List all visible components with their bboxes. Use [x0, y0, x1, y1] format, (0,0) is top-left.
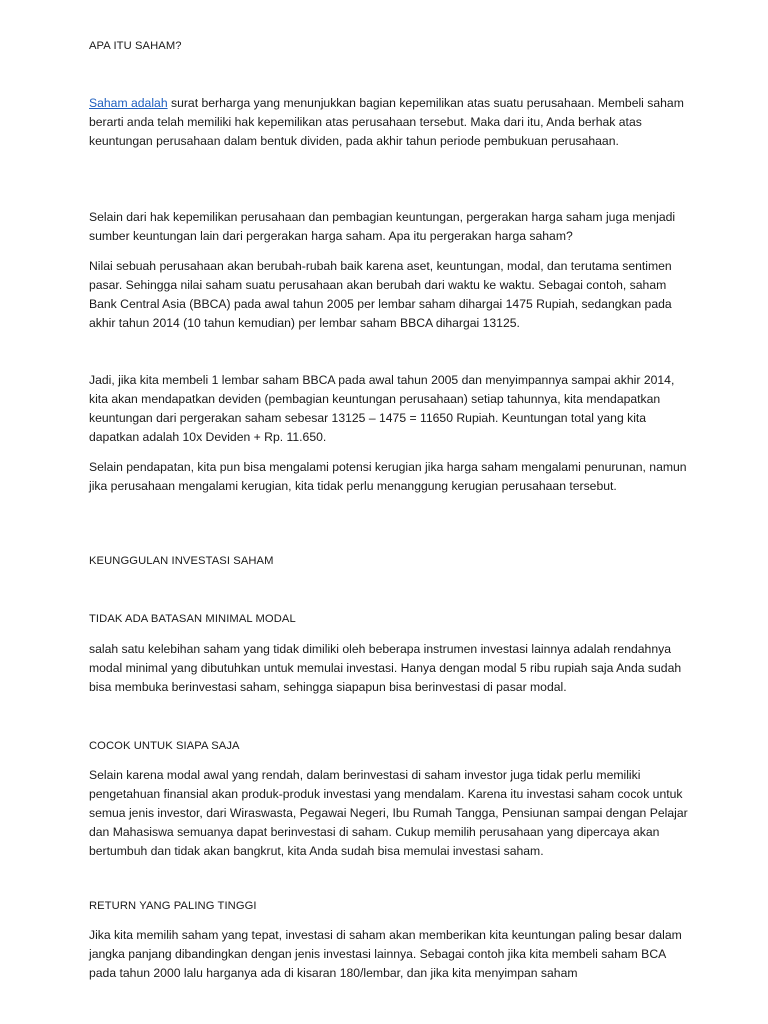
paragraph-potential-loss: Selain pendapatan, kita pun bisa mengalami potensi kerugian jika harga saham mengalami penurunan, namun jika perusahaan mengalami kerugian, kita tidak perlu menanggung kerugian perusahaan tersebut.	[89, 460, 687, 493]
heading-return: RETURN YANG PALING TINGGI	[89, 900, 257, 912]
heading-apa-itu-saham: APA ITU SAHAM?	[89, 40, 182, 52]
heading-cocok-untuk: COCOK UNTUK SIAPA SAJA	[89, 740, 240, 752]
paragraph-price-movement: Selain dari hak kepemilikan perusahaan dan pembagian keuntungan, pergerakan harga saham juga menjadi sumber keuntungan lain dari pergerakan harga saham. Apa itu pergerakan harga saham?	[89, 210, 676, 243]
saham-adalah-link[interactable]: Saham adalah	[89, 96, 168, 110]
paragraph-company-value: Nilai sebuah perusahaan akan berubah-rubah baik karena aset, keuntungan, modal, dan terutama sentimen pasar. Sehingga nilai saham suatu perusahaan akan berubah dari waktu ke waktu. Sebagai contoh, saham Bank Central Asia (BBCA) pada awal tahun 2005 per lembar saham dihargai 1475 Rupiah, sedangkan pada akhir tahun 2014 (10 tahun kemudian) per lembar saham BBCA dihargai 13125.	[89, 259, 672, 330]
paragraph-cocok: Selain karena modal awal yang rendah, dalam berinvestasi di saham investor juga tidak perlu memiliki pengetahuan finansial akan produk-produk investasi yang mendalam. Karena itu investasi saham cocok untuk semua jenis investor, dari Wiraswasta, Pegawai Negeri, Ibu Rumah Tangga, Pensiunan sampai dengan Pelajar dan Mahasiswa semuanya dapat berinvestasi di saham. Cukup memilih perusahaan yang dipercaya akan bertumbuh dan tidak akan bangkrut, kita Anda sudah bisa memulai investasi saham.	[89, 768, 688, 858]
paragraph-definition-text: surat berharga yang menunjukkan bagian kepemilikan atas suatu perusahaan. Membeli saham berarti anda telah memiliki hak kepemilikan atas perusahaan tersebut. Maka dari itu, Anda berhak atas keuntungan perusahaan dalam bentuk dividen, pada akhir tahun periode pembukuan perusahaan.	[89, 96, 684, 148]
paragraph-bbca-example: Jadi, jika kita membeli 1 lembar saham BBCA pada awal tahun 2005 dan menyimpannya sampai akhir 2014, kita akan mendapatkan deviden (pembagian keuntungan perusahaan) setiap tahunnya, kita mendapatkan keuntungan dari pergerakan saham sebesar 13125 – 1475 = 11650 Rupiah. Keuntungan total yang kita dapatkan adalah 10x Deviden + Rp. 11.650.	[89, 373, 675, 444]
heading-keunggulan: KEUNGGULAN INVESTASI SAHAM	[89, 555, 274, 567]
heading-tidak-ada-batasan: TIDAK ADA BATASAN MINIMAL MODAL	[89, 613, 296, 625]
paragraph-minimal-modal: salah satu kelebihan saham yang tidak dimiliki oleh beberapa instrumen investasi lainnya adalah rendahnya modal minimal yang dibutuhkan untuk memulai investasi. Hanya dengan modal 5 ribu rupiah saja Anda sudah bisa membuka berinvestasi saham, sehingga siapapun bisa berinvestasi di pasar modal.	[89, 642, 682, 694]
paragraph-return: Jika kita memilih saham yang tepat, investasi di saham akan memberikan kita keuntungan paling besar dalam jangka panjang dibandingkan dengan jenis investasi lainnya. Sebagai contoh jika kita membeli saham BCA pada tahun 2000 lalu harganya ada di kisaran 180/lembar, dan jika kita menyimpan saham	[89, 928, 682, 980]
paragraph-definition	[89, 94, 689, 151]
